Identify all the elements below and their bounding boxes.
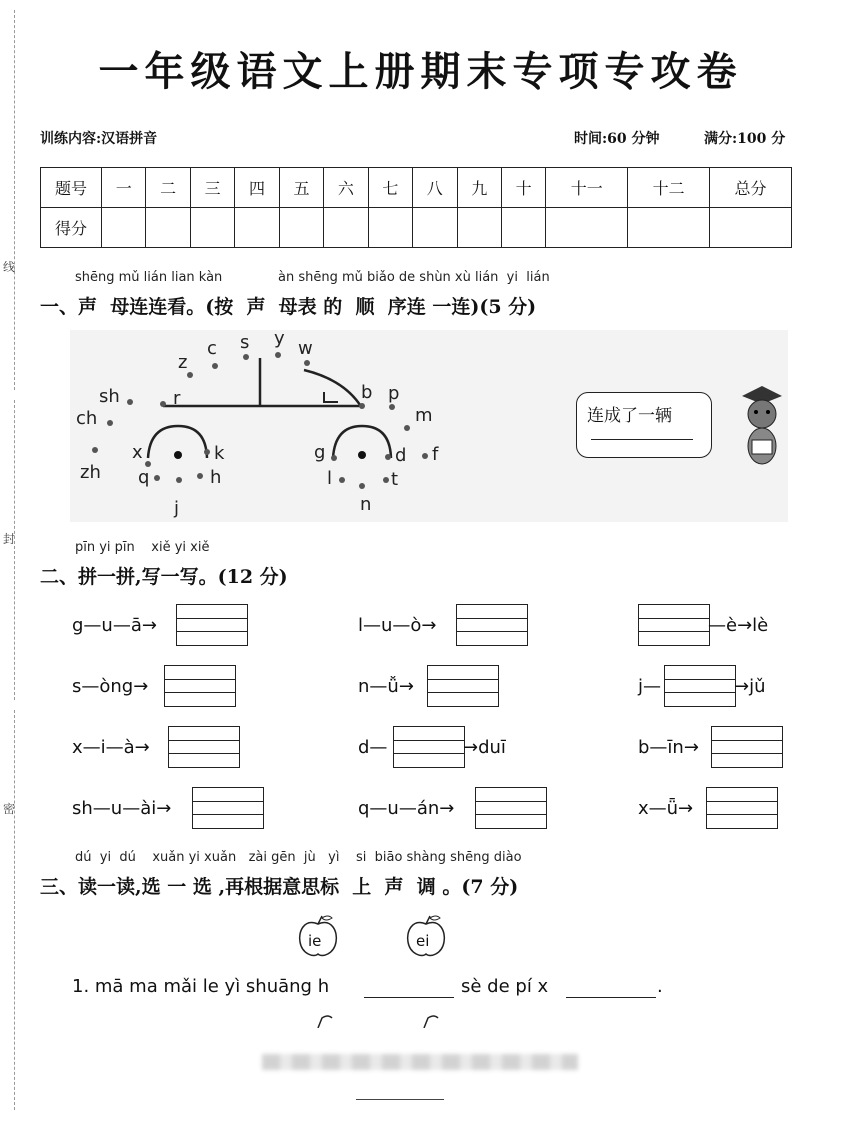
letter-sh: sh xyxy=(99,386,120,407)
spell-item: n—ǚ→ xyxy=(358,676,414,697)
answer-blank[interactable] xyxy=(364,997,454,998)
question-1-end: . xyxy=(657,976,663,997)
writing-box[interactable] xyxy=(393,726,465,768)
letter-s: s xyxy=(240,332,250,353)
apple-icon xyxy=(300,1014,460,1028)
score-table xyxy=(40,167,792,248)
letter-p: p xyxy=(388,383,400,404)
binding-line xyxy=(14,400,16,700)
spell-item: x—ǖ→ xyxy=(638,798,694,819)
table-cell: 三 xyxy=(190,168,234,208)
letter-y: y xyxy=(274,328,285,349)
score-input-cell[interactable] xyxy=(279,208,323,248)
binding-char: 密 xyxy=(3,802,16,816)
score-table-header-row xyxy=(41,168,792,208)
answer-blank[interactable] xyxy=(356,1099,444,1100)
binding-char: 线 xyxy=(3,260,16,274)
letter-k: k xyxy=(214,443,225,464)
watermark-strip xyxy=(262,1054,578,1070)
spell-item: g—u—ā→ xyxy=(72,615,157,636)
question-1-part-b: sè de pí x xyxy=(461,976,549,997)
score-input-cell[interactable] xyxy=(628,208,710,248)
table-cell: 十二 xyxy=(628,168,710,208)
table-cell: 题号 xyxy=(41,168,102,208)
section1-heading: 一、声 母连连看。(按 声 母表 的 顺 序连 一连)(5 分) xyxy=(40,296,537,318)
spell-item: —è→lè xyxy=(708,615,769,636)
section3-heading: 三、读一读,选 一 选 ,再根据意思标 上 声 调 。(7 分) xyxy=(40,876,519,898)
apple-label: ie xyxy=(308,932,322,950)
table-cell: 七 xyxy=(368,168,412,208)
letter-d: d xyxy=(395,445,407,466)
letter-q: q xyxy=(138,467,150,488)
writing-box[interactable] xyxy=(168,726,240,768)
writing-box[interactable] xyxy=(706,787,778,829)
page-title: 一年级语文上册期末专项专攻卷 xyxy=(98,48,743,95)
binding-line xyxy=(14,710,16,1110)
letter-r: r xyxy=(173,388,181,409)
letter-w: w xyxy=(298,338,313,359)
letter-f: f xyxy=(432,444,439,465)
letter-ch: ch xyxy=(76,408,98,429)
table-cell: 十 xyxy=(501,168,545,208)
writing-box[interactable] xyxy=(711,726,783,768)
letter-zh: zh xyxy=(80,462,101,483)
spell-item: d— xyxy=(358,737,388,758)
table-cell: 六 xyxy=(324,168,368,208)
letter-l: l xyxy=(327,468,333,489)
section2-pinyin: pīn yi pīn xiě yi xiě xyxy=(75,540,210,555)
spell-item: s—òng→ xyxy=(72,676,149,697)
table-cell: 八 xyxy=(413,168,457,208)
spell-item: sh—u—ài→ xyxy=(72,798,172,819)
apple-label: ei xyxy=(416,932,430,950)
writing-box[interactable] xyxy=(638,604,710,646)
spell-item: b—īn→ xyxy=(638,737,699,758)
spell-item: →jǔ xyxy=(734,676,766,697)
letter-h: h xyxy=(210,467,222,488)
bubble-answer-line[interactable] xyxy=(591,439,693,440)
score-input-cell[interactable] xyxy=(146,208,190,248)
monkey-graduate-icon xyxy=(734,382,790,468)
answer-blank[interactable] xyxy=(566,997,656,998)
training-content: 训练内容:汉语拼音 xyxy=(40,131,158,147)
table-cell: 四 xyxy=(235,168,279,208)
score-input-cell[interactable] xyxy=(324,208,368,248)
writing-box[interactable] xyxy=(176,604,248,646)
letter-c: c xyxy=(207,338,217,359)
writing-box[interactable] xyxy=(475,787,547,829)
letter-m: m xyxy=(415,405,433,426)
letter-x: x xyxy=(132,442,143,463)
car-connect-panel xyxy=(70,330,788,522)
letter-n: n xyxy=(360,494,372,515)
spell-item: l—u—ò→ xyxy=(358,615,437,636)
speech-bubble xyxy=(576,392,712,458)
table-cell: 二 xyxy=(146,168,190,208)
score-input-cell[interactable] xyxy=(457,208,501,248)
score-input-cell[interactable] xyxy=(102,208,146,248)
section1-pinyin-a: shēng mǔ lián lian kàn xyxy=(75,270,223,285)
section2-heading: 二、拼一拼,写一写。(12 分) xyxy=(40,566,288,588)
letter-j: j xyxy=(174,498,180,519)
spell-item: j— xyxy=(638,676,662,697)
binding-char: 封 xyxy=(3,532,16,546)
table-cell: 九 xyxy=(457,168,501,208)
score-input-cell[interactable] xyxy=(710,208,792,248)
writing-box[interactable] xyxy=(456,604,528,646)
bubble-text: 连成了一辆 xyxy=(587,406,672,426)
score-input-cell[interactable] xyxy=(368,208,412,248)
spell-item: q—u—án→ xyxy=(358,798,455,819)
letter-b: b xyxy=(361,382,373,403)
table-cell: 十一 xyxy=(546,168,628,208)
letter-t: t xyxy=(391,469,399,490)
question-1-part-a: 1. mā ma mǎi le yì shuāng h xyxy=(72,976,330,997)
spell-item: x—i—à→ xyxy=(72,737,150,758)
section1-pinyin-b: àn shēng mǔ biǎo de shùn xù lián yi lián xyxy=(278,270,550,285)
time-limit: 时间:60 分钟 xyxy=(574,131,660,147)
table-cell: 总分 xyxy=(710,168,792,208)
table-cell: 五 xyxy=(279,168,323,208)
score-table-score-row xyxy=(41,208,792,248)
apple-option-ie[interactable] xyxy=(296,914,340,958)
letter-g: g xyxy=(314,442,326,463)
apple-option-ei[interactable] xyxy=(404,914,448,958)
section3-pinyin: dú yi dú xuǎn yi xuǎn zài gēn jù yì si biāo shàng shēng diào xyxy=(75,850,522,865)
score-input-cell[interactable] xyxy=(190,208,234,248)
letter-z: z xyxy=(178,352,188,373)
writing-box[interactable] xyxy=(427,665,499,707)
writing-box[interactable] xyxy=(192,787,264,829)
score-input-cell[interactable] xyxy=(501,208,545,248)
score-input-cell[interactable] xyxy=(546,208,628,248)
table-cell: 得分 xyxy=(41,208,102,248)
full-score: 满分:100 分 xyxy=(704,131,786,147)
writing-box[interactable] xyxy=(164,665,236,707)
spell-item: →duī xyxy=(463,737,506,758)
table-cell: 一 xyxy=(102,168,146,208)
writing-box[interactable] xyxy=(664,665,736,707)
score-input-cell[interactable] xyxy=(413,208,457,248)
score-input-cell[interactable] xyxy=(235,208,279,248)
binding-margin xyxy=(0,0,16,1122)
